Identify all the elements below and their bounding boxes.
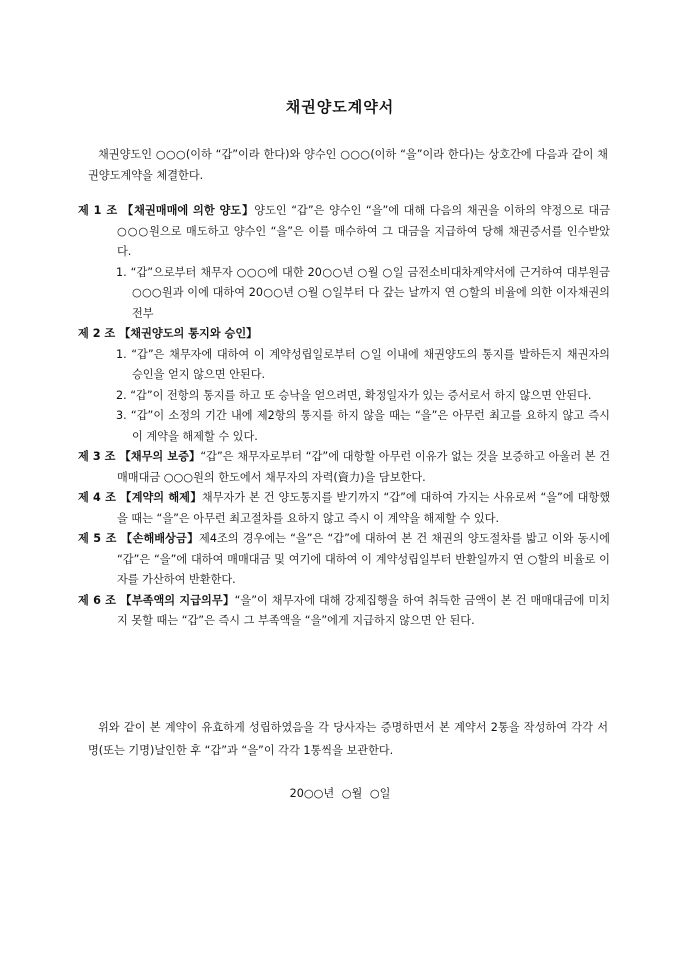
article-body: “을”이 채무자에 대해 강제집행을 하여 취득한 금액이 본 건 매매대금에 미치지 못할 때는 “갑”은 즉시 그 부족액을 “을”에게 지급하지 않으면 안 된다.	[117, 593, 611, 627]
article-heading: 제 4 조 【계약의 해제】	[78, 491, 202, 504]
article-paragraph	[78, 201, 610, 263]
article-6	[78, 591, 610, 632]
article-paragraph	[78, 529, 610, 591]
article-body: 채무자가 본 건 양도통지를 받기까지 “갑”에 대하여 가지는 사유로써 “을”에 대항했을 때는 “을”은 아무런 최고절차를 요하지 않고 즉시 이 계약을 해제할 수 있다.	[117, 491, 610, 525]
article-3	[78, 447, 610, 488]
article-paragraph	[78, 447, 610, 488]
article-heading: 제 5 조 【손해배상금】	[78, 532, 200, 545]
article-1	[78, 201, 610, 324]
intro-paragraph: 채권양도인 ○○○(이하 “갑”이라 한다)와 양수인 ○○○(이하 “을”이라 한다)는 상호간에 다음과 같이 채권양도계약을 체결한다.	[88, 148, 608, 182]
article-item: 1. “갑”으로부터 채무자 ○○○에 대한 20○○년 ○월 ○일 금전소비대차계약서에 근거하여 대부원금 ○○○원과 이에 대하여 20○○년 ○월 ○일부터 다 갚는 날까지 연 ○할의 비율에 의한 이자채권의 전부	[116, 265, 610, 320]
document-title: 채권양도계약서	[285, 98, 395, 116]
article-list	[78, 201, 610, 632]
article-paragraph	[78, 324, 610, 345]
article-5	[78, 529, 610, 591]
article-body: 제4조의 경우에는 “을”은 “갑”에 대하여 본 건 채권의 양도절차를 밟고 이와 동시에 “갑”은 “을”에 대하여 매매대금 및 여기에 대하여 이 계약성립일부터 반환일까지 연 ○할의 비율로 이자를 가산하여 반환한다.	[117, 532, 610, 586]
article-heading: 제 1 조 【채권매매에 의한 양도】	[78, 204, 255, 217]
article-heading: 제 2 조 【채권양도의 통지와 승인】	[78, 327, 258, 340]
contract-date: 20○○년 ○월 ○일	[289, 787, 391, 800]
article-paragraph	[78, 488, 610, 529]
article-2	[78, 324, 610, 447]
article-body: “갑”은 채무자로부터 “갑”에 대항할 아무런 이유가 없는 것을 보증하고 아울러 본 건 매매대금 ○○○원의 한도에서 채무자의 자력(資力)을 담보한다.	[117, 450, 610, 484]
closing-paragraph: 위와 같이 본 계약이 유효하게 성립하였음을 각 당사자는 증명하면서 본 계약서 2통을 작성하여 각각 서명(또는 기명)날인한 후 “갑”과 “을”이 각각 1통씩을 보관한다.	[88, 721, 608, 757]
article-item: 2. “갑”이 전항의 통지를 하고 또 승낙을 얻으려면, 확정일자가 있는 증서로서 하지 않으면 안된다.	[116, 388, 592, 402]
article-paragraph	[78, 591, 610, 632]
article-item: 1. “갑”은 채무자에 대하여 이 계약성립일로부터 ○일 이내에 채권양도의 통지를 발하든지 채권자의 승인을 얻지 않으면 안된다.	[116, 347, 610, 381]
article-body: 양도인 “갑”은 양수인 “을”에 대해 다음의 채권을 이하의 약정으로 대금 ○○○원으로 매도하고 양수인 “을”은 이를 매수하여 그 대금을 지급하여 당해 채권증서를 인수받았다.	[117, 204, 610, 258]
article-heading: 제 3 조 【채무의 보증】	[78, 450, 201, 463]
article-heading: 제 6 조 【부족액의 지급의무】	[78, 593, 235, 607]
article-item: 3. “갑”이 소정의 기간 내에 제2항의 통지를 하지 않을 때는 “을”은 아무런 최고를 요하지 않고 즉시 이 계약을 해제할 수 있다.	[116, 409, 610, 443]
article-4	[78, 488, 610, 529]
